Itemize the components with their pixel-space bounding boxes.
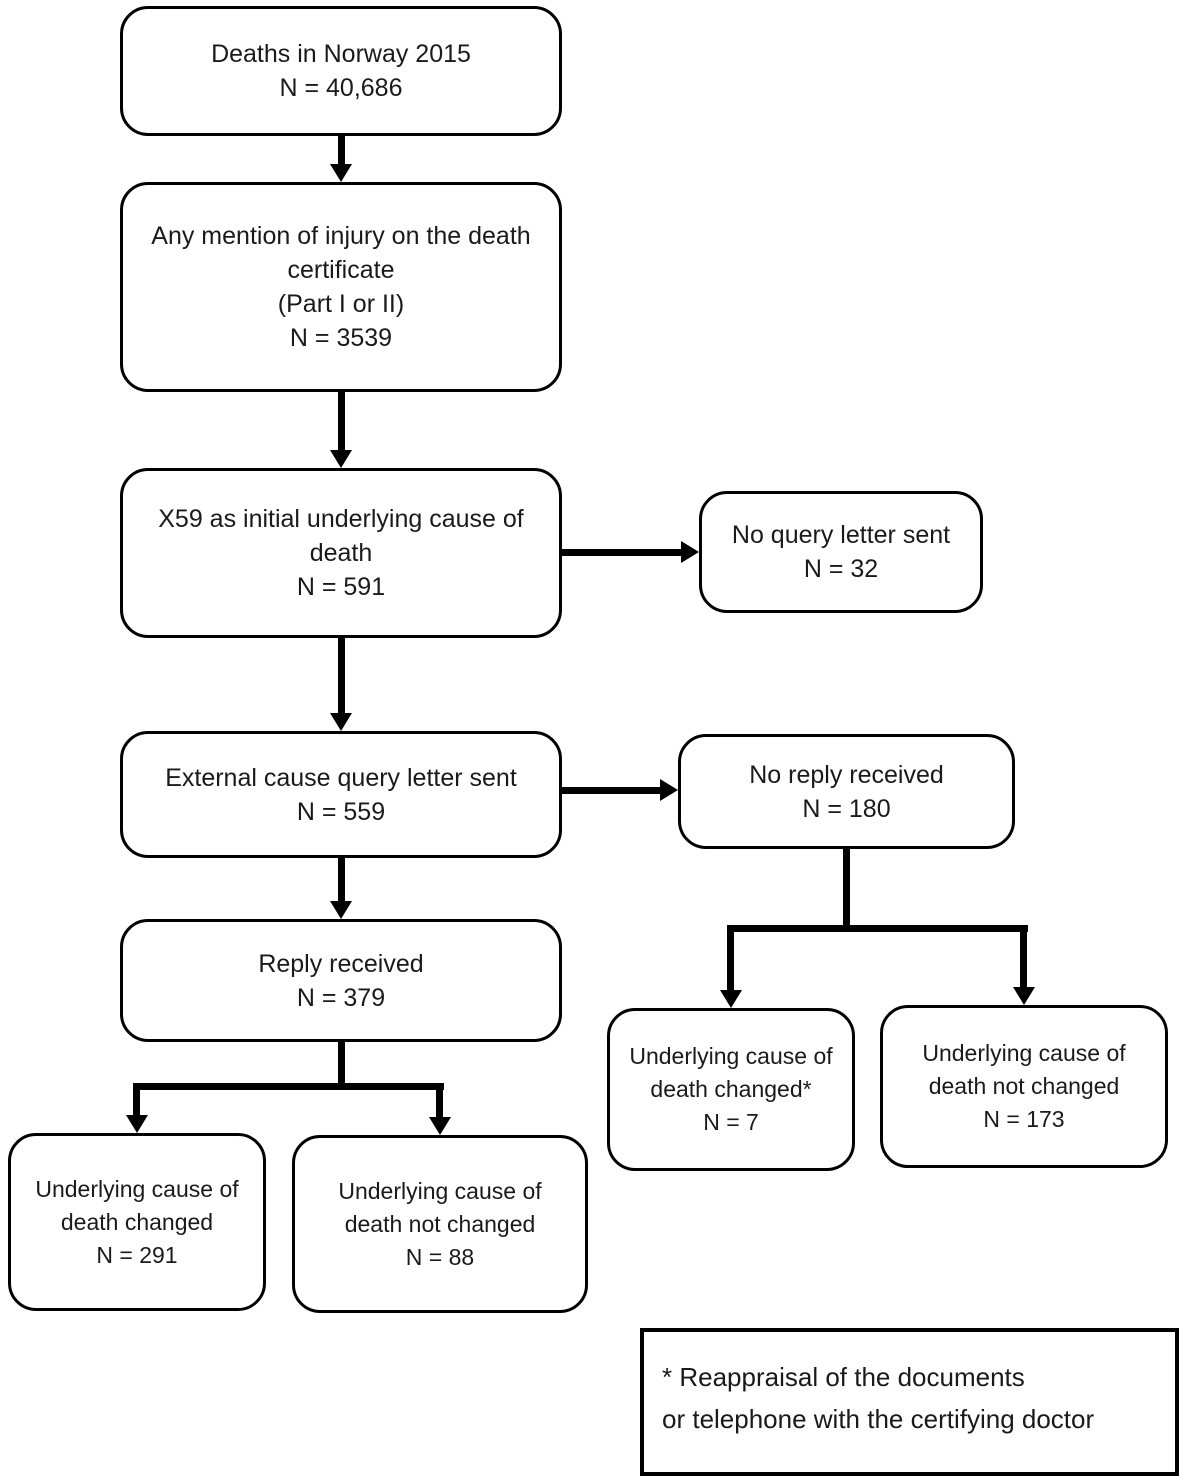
node-noreply-ucod-changed-count: N = 7 xyxy=(703,1109,759,1135)
arrowhead-down xyxy=(330,901,352,919)
arrowhead-down xyxy=(330,713,352,731)
node-noreply-ucod-changed xyxy=(607,1008,855,1171)
node-reply-ucod-changed-label: Underlying cause of death changed xyxy=(35,1175,239,1235)
node-injury-mention-count: N = 3539 xyxy=(289,324,393,352)
node-deaths-label: Deaths in Norway 2015 xyxy=(211,40,471,68)
node-x59-label: X59 as initial underlying cause of death xyxy=(158,505,524,567)
node-noreply-ucod-not-changed xyxy=(880,1005,1168,1168)
node-reply-ucod-not-changed-count: N = 88 xyxy=(405,1243,475,1270)
arrowhead-right xyxy=(660,779,678,801)
arrowhead-down xyxy=(330,164,352,182)
node-query-letter-sent xyxy=(120,731,562,858)
arrow-shaft xyxy=(562,787,660,794)
arrowhead-down xyxy=(126,1115,148,1133)
node-x59-count: N = 591 xyxy=(296,573,386,601)
node-reply-received-count: N = 379 xyxy=(296,983,386,1012)
node-reply-received-label: Reply received xyxy=(258,949,424,978)
arrow-shaft xyxy=(338,392,345,450)
footnote-line-2: or telephone with the certifying doctor xyxy=(662,1404,1095,1434)
branch-stem xyxy=(843,849,850,932)
node-x59 xyxy=(120,468,562,638)
arrowhead-down xyxy=(429,1117,451,1135)
arrowhead-down xyxy=(720,990,742,1008)
node-noreply-ucod-changed-label: Underlying cause of death changed* xyxy=(629,1043,833,1102)
arrow-shaft xyxy=(338,638,345,713)
node-reply-ucod-changed-count: N = 291 xyxy=(96,1241,178,1268)
node-no-query-letter-label: No query letter sent xyxy=(731,521,951,549)
arrow-shaft xyxy=(727,925,734,990)
arrow-shaft xyxy=(338,858,345,901)
branch-bar xyxy=(727,925,1028,932)
node-noreply-ucod-not-changed-count: N = 173 xyxy=(983,1106,1065,1132)
node-query-letter-sent-label: External cause query letter sent xyxy=(165,763,517,792)
node-query-letter-sent-count: N = 559 xyxy=(296,797,386,826)
arrowhead-down xyxy=(330,450,352,468)
footnote-box xyxy=(640,1328,1179,1476)
node-noreply-ucod-not-changed-label: Underlying cause of death not changed xyxy=(922,1040,1126,1099)
node-deaths-count: N = 40,686 xyxy=(279,74,403,102)
node-reply-ucod-changed xyxy=(8,1133,266,1311)
arrowhead-right xyxy=(681,541,699,563)
node-reply-ucod-not-changed-label: Underlying cause of death not changed xyxy=(338,1177,542,1237)
node-no-reply xyxy=(678,734,1015,849)
node-reply-received xyxy=(120,919,562,1042)
arrow-shaft xyxy=(133,1083,140,1115)
node-no-reply-label: No reply received xyxy=(749,760,944,789)
node-reply-ucod-not-changed xyxy=(292,1135,588,1313)
branch-bar xyxy=(133,1083,444,1090)
node-deaths xyxy=(120,6,562,136)
footnote-line-1: * Reappraisal of the documents xyxy=(662,1362,1025,1392)
arrow-shaft xyxy=(338,136,345,165)
node-no-query-letter xyxy=(699,491,983,613)
node-no-reply-count: N = 180 xyxy=(802,794,891,823)
node-injury-mention-sublabel: (Part I or II) xyxy=(277,290,405,318)
node-injury-mention xyxy=(120,182,562,392)
arrowhead-down xyxy=(1013,987,1035,1005)
arrow-shaft xyxy=(562,549,681,556)
node-injury-mention-label: Any mention of injury on the death certificate xyxy=(151,222,531,284)
node-no-query-letter-count: N = 32 xyxy=(803,555,879,583)
arrow-shaft xyxy=(436,1083,443,1117)
arrow-shaft xyxy=(1020,925,1027,987)
